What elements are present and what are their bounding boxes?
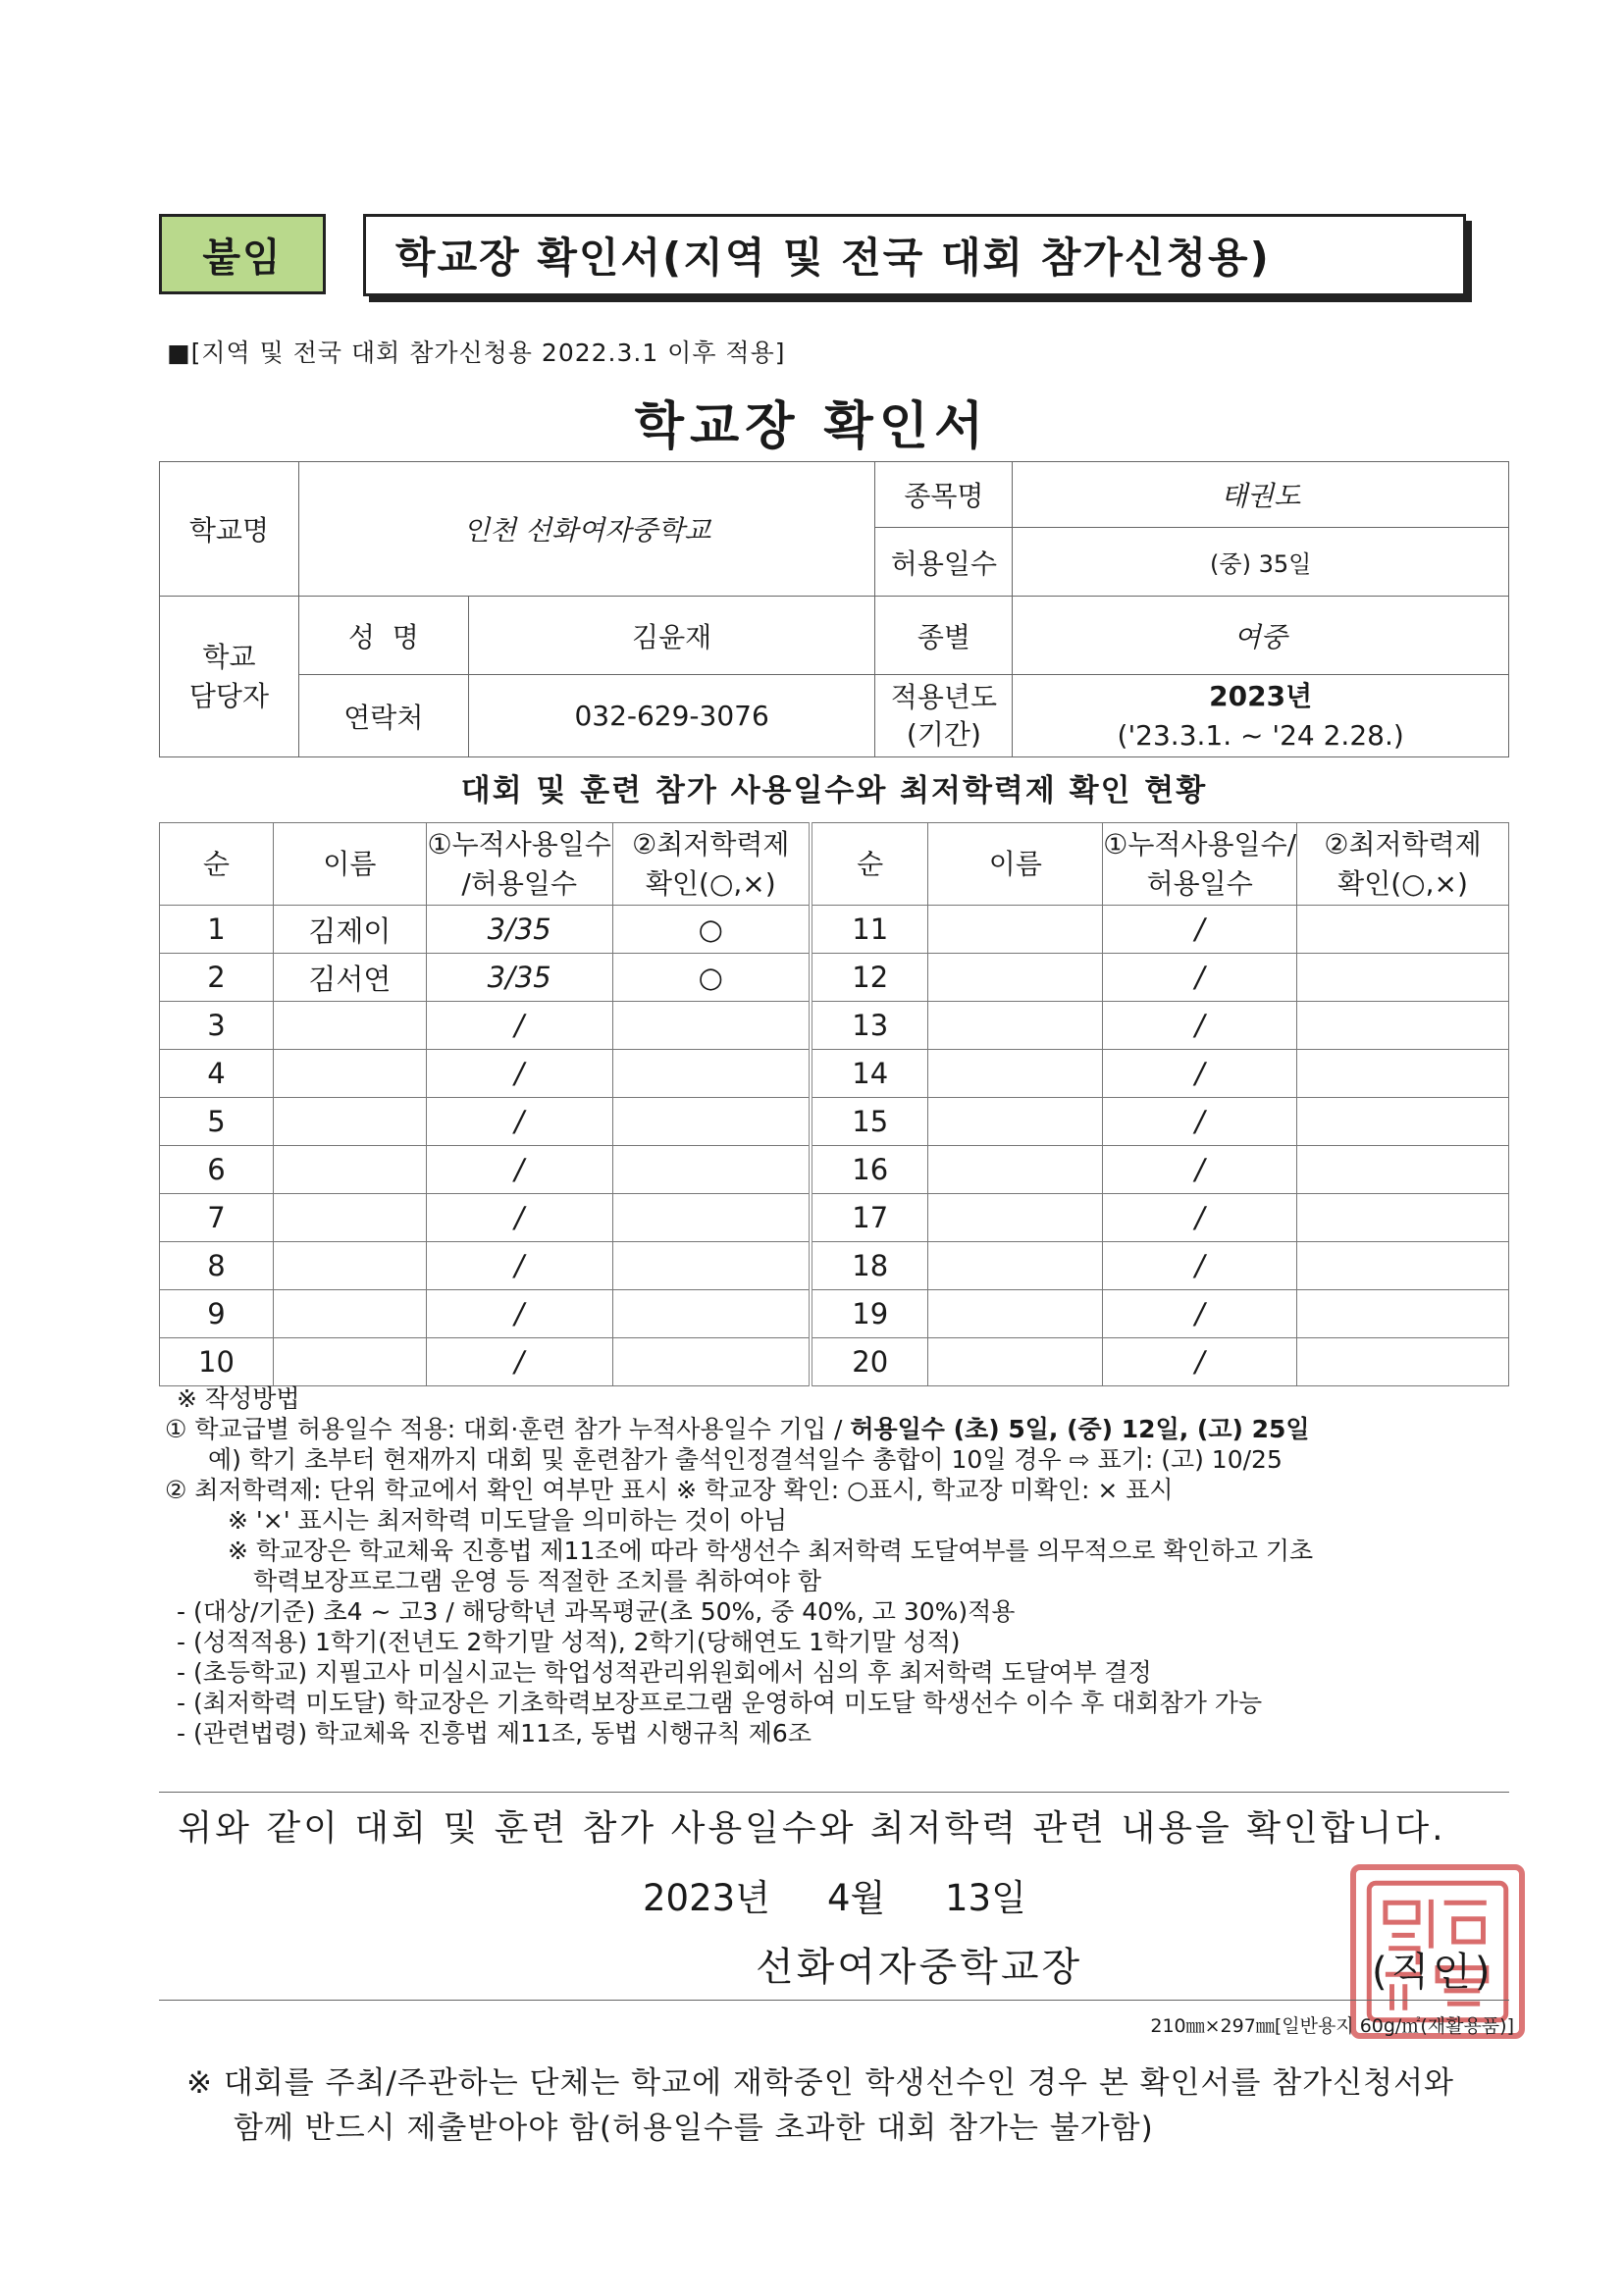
row-no-right: 12 [811,954,928,1002]
row-name-left [273,1194,426,1242]
row-days-left: 3/35 [426,954,612,1002]
document-title-box [363,214,1466,296]
footnote-line2: 함께 반드시 제출받아야 함(허용일수를 초과한 대회 참가는 불가함) [234,2111,1154,2146]
row-acad-left: ○ [612,954,811,1002]
row-name-right [928,1290,1103,1338]
date-year: 2023년 [643,1877,770,1919]
row-name-left [273,1338,426,1386]
contact-label-line2: 담당자 [188,679,270,712]
row-days-left: / [426,1194,612,1242]
header-days-right-line1: ①누적사용일수/ [1103,827,1297,860]
school-name-value: 인천 선화여자중학교 [298,462,875,597]
row-no-left: 2 [160,954,274,1002]
student-table [159,822,1509,1386]
school-info-table [159,461,1509,757]
header-days-left [426,823,612,906]
row-days-right: / [1103,906,1297,954]
row-acad-left [612,1194,811,1242]
row-days-right: / [1103,1338,1297,1386]
notes-divider [159,1792,1509,1793]
header-no-right: 순 [811,823,928,906]
header-days-left-line2: /허용일수 [461,866,578,900]
detail-target: - (대상/기준) 초4 ~ 고3 / 해당학년 과목평균(초 50%, 중 40%, 고 30%)적용 [177,1597,1016,1626]
header-name-right: 이름 [928,823,1103,906]
row-no-left: 10 [160,1338,274,1386]
row-acad-right [1297,1194,1509,1242]
row-days-left: / [426,1050,612,1098]
row-days-left: / [426,1338,612,1386]
header-acad-left-line2: 확인(○,×) [645,866,776,900]
phone-value: 032-629-3076 [468,675,875,757]
sport-label: 종목명 [875,462,1013,528]
row-acad-left [612,1242,811,1290]
period-text: ('23.3.1. ~ '24 2.28.) [1117,718,1404,752]
row-days-left: / [426,1002,612,1050]
signature-divider [159,2000,1509,2001]
row-acad-right [1297,906,1509,954]
instructions-heading: ※ 작성방법 [177,1384,300,1413]
row-name-left [273,1290,426,1338]
instruction-1 [165,1414,1511,1444]
row-name-right [928,1194,1103,1242]
row-acad-left [612,1338,811,1386]
table-row [160,1290,1509,1338]
header-days-left-line1: ①누적사용일수 [427,827,611,860]
table-row [160,954,1509,1002]
row-name-left: 김제이 [273,906,426,954]
header-days-right [1103,823,1297,906]
row-acad-right [1297,1242,1509,1290]
detail-elementary: - (초등학교) 지필고사 미실시교는 학업성적관리위원회에서 심의 후 최저학력 도달여부 결정 [177,1658,1152,1687]
row-name-right [928,1338,1103,1386]
year-label-line2: (기간) [906,717,981,751]
category-value: 여중 [1013,597,1509,675]
allowed-days-label: 허용일수 [875,528,1013,597]
row-no-left: 3 [160,1002,274,1050]
category-label: 종별 [875,597,1013,675]
instruction-1-example: 예) 학기 초부터 현재까지 대회 및 훈련참가 출석인정결석일수 총합이 10일 경우 ⇨ 표기: (고) 10/25 [208,1445,1283,1474]
header-days-right-line2: 허용일수 [1146,866,1253,900]
row-no-right: 20 [811,1338,928,1386]
phone-label: 연락처 [298,675,468,757]
school-name-label: 학교명 [160,462,299,597]
row-no-left: 5 [160,1098,274,1146]
footnote-line1: ※ 대회를 주최/주관하는 단체는 학교에 재학중인 학생선수인 경우 본 확인서를 참가신청서와 [186,2065,1454,2101]
row-name-right [928,954,1103,1002]
year-value [1013,675,1509,757]
year-label [875,675,1013,757]
row-days-left: 3/35 [426,906,612,954]
instruction-1-bold: 허용일수 (초) 5일, (중) 12일, (고) 25일 [850,1415,1310,1443]
date-day: 13일 [945,1877,1026,1919]
row-name-left [273,1146,426,1194]
student-rows [160,906,1509,1386]
row-days-left: / [426,1290,612,1338]
row-no-right: 15 [811,1098,928,1146]
header-no-left: 순 [160,823,274,906]
row-days-right: / [1103,1146,1297,1194]
row-no-left: 9 [160,1290,274,1338]
table-row [160,1146,1509,1194]
row-name-left: 김서연 [273,954,426,1002]
year-text: 2023년 [1209,679,1313,712]
row-acad-left [612,1146,811,1194]
row-days-right: / [1103,1098,1297,1146]
row-acad-right [1297,1002,1509,1050]
row-acad-right [1297,1338,1509,1386]
instruction-3: ※ '×' 표시는 최저학력 미도달을 의미하는 것이 아님 [228,1506,788,1535]
row-no-right: 13 [811,1002,928,1050]
row-acad-left [612,1002,811,1050]
row-acad-left [612,1050,811,1098]
sport-value: 태권도 [1013,462,1509,528]
form-title: 학교장 확인서 [634,397,990,456]
attachment-tag: 붙임 [159,214,326,294]
table-row [160,1194,1509,1242]
row-days-left: / [426,1146,612,1194]
header-acad-right-line2: 확인(○,×) [1337,866,1468,900]
table-row [160,1338,1509,1386]
table-row [160,1098,1509,1146]
table-row [160,1002,1509,1050]
submission-footnote [186,2060,1454,2151]
header-name-left: 이름 [273,823,426,906]
instruction-4: ※ 학교장은 학교체육 진흥법 제11조에 따라 학생선수 최저학력 도달여부를 의무적으로 확인하고 기초 [228,1537,1314,1565]
confirmation-statement: 위와 같이 대회 및 훈련 참가 사용일수와 최저학력 관련 내용을 확인합니다. [178,1808,1446,1849]
allowed-days-value: (중) 35일 [1013,528,1509,597]
name-label: 성 명 [298,597,468,675]
year-label-line1: 적용년도 [890,680,997,713]
row-name-right [928,1242,1103,1290]
row-no-left: 4 [160,1050,274,1098]
section-title: 대회 및 훈련 참가 사용일수와 최저학력제 확인 현황 [460,773,1208,808]
detail-unmet: - (최저학력 미도달) 학교장은 기초학력보장프로그램 운영하여 미도달 학생선수 이수 후 대회참가 가능 [177,1689,1263,1717]
row-no-left: 7 [160,1194,274,1242]
row-days-right: / [1103,1194,1297,1242]
row-days-left: / [426,1098,612,1146]
row-acad-right [1297,1290,1509,1338]
row-no-right: 14 [811,1050,928,1098]
instruction-4-cont: 학력보장프로그램 운영 등 적절한 조치를 취하여야 함 [253,1567,821,1595]
row-no-right: 16 [811,1146,928,1194]
seal-label: (직인) [1372,1950,1494,1995]
row-acad-right [1297,1098,1509,1146]
row-days-right: / [1103,954,1297,1002]
table-row [160,906,1509,954]
row-days-right: / [1103,1050,1297,1098]
header-acad-left [612,823,811,906]
row-no-right: 11 [811,906,928,954]
detail-law: - (관련법령) 학교체육 진흥법 제11조, 동법 시행규칙 제6조 [177,1719,812,1747]
row-name-left [273,1002,426,1050]
header-acad-left-line1: ②최저학력제 [632,827,790,860]
row-name-left [273,1098,426,1146]
row-no-left: 1 [160,906,274,954]
document-title: 학교장 확인서(지역 및 전국 대회 참가신청용) [395,234,1271,282]
row-no-right: 18 [811,1242,928,1290]
row-days-left: / [426,1242,612,1290]
instruction-2: ② 최저학력제: 단위 학교에서 확인 여부만 표시 ※ 학교장 확인: ○표시, 학교장 미확인: × 표시 [165,1476,1174,1504]
row-days-right: / [1103,1242,1297,1290]
row-name-right [928,1098,1103,1146]
contact-label [160,597,299,757]
row-acad-left [612,1098,811,1146]
row-days-right: / [1103,1290,1297,1338]
row-name-right [928,1146,1103,1194]
row-name-right [928,1050,1103,1098]
header-acad-right-line1: ②최저학력제 [1324,827,1482,860]
row-acad-right [1297,954,1509,1002]
instruction-1-text: ① 학교급별 허용일수 적용: 대회·훈련 참가 누적사용일수 기입 / [165,1415,851,1443]
row-no-left: 8 [160,1242,274,1290]
row-acad-left: ○ [612,906,811,954]
row-acad-left [612,1290,811,1338]
name-value: 김윤재 [468,597,875,675]
row-no-left: 6 [160,1146,274,1194]
date-month: 4월 [827,1877,886,1919]
row-acad-right [1297,1146,1509,1194]
row-name-left [273,1050,426,1098]
paper-spec: 210㎜×297㎜[일반용지 60g/㎡(재활용품)] [1150,2015,1514,2037]
header-acad-right [1297,823,1509,906]
detail-grades: - (성적적용) 1학기(전년도 2학기말 성적), 2학기(당해연도 1학기말 성적) [177,1628,961,1656]
rule-note: ■[지역 및 전국 대회 참가신청용 2022.3.1 이후 적용] [167,339,786,367]
row-name-right [928,1002,1103,1050]
row-no-right: 17 [811,1194,928,1242]
issuer-name: 선화여자중학교장 [756,1945,1083,1990]
table-row [160,1242,1509,1290]
row-name-left [273,1242,426,1290]
row-acad-right [1297,1050,1509,1098]
contact-label-line1: 학교 [202,640,256,673]
table-row [160,1050,1509,1098]
row-no-right: 19 [811,1290,928,1338]
row-days-right: / [1103,1002,1297,1050]
instructions [165,1383,1511,1748]
row-name-right [928,906,1103,954]
